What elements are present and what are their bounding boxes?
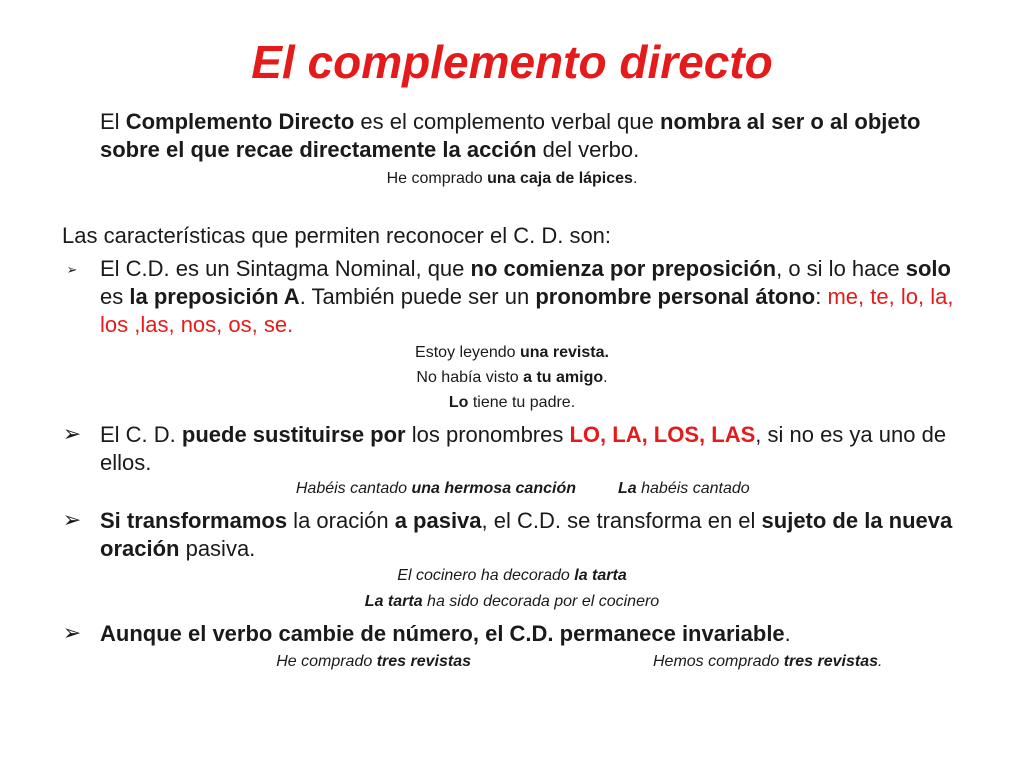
text: He comprado: [386, 170, 488, 187]
pronoun-list: LO, LA, LOS, LAS: [569, 422, 756, 447]
text: es: [100, 284, 130, 309]
text: .: [784, 621, 791, 646]
bullet-3-text: [100, 507, 970, 563]
arrow-bullet-icon: ➢: [62, 620, 82, 645]
bullet-4-text: [100, 620, 970, 648]
text: No había visto: [416, 369, 524, 386]
text: El: [100, 109, 126, 134]
text: :: [815, 284, 828, 309]
example-b1-2: [0, 367, 1024, 389]
text: del verbo.: [536, 137, 640, 162]
bold: la preposición A: [129, 284, 300, 309]
example-left: [246, 478, 576, 500]
text: . También puede ser un: [299, 284, 536, 309]
example-bold: tres revistas: [783, 653, 879, 670]
text: Hemos comprado: [653, 653, 784, 670]
arrow-bullet-icon: ➢: [62, 421, 82, 446]
text: .: [603, 369, 608, 386]
bullet-2-text: [100, 421, 970, 477]
lead-line: Las características que permiten reconocer el C. D. son:: [62, 223, 612, 248]
example-bold: La tarta: [364, 593, 423, 610]
example-right: [618, 478, 778, 500]
example-b1-1: [0, 342, 1024, 364]
example-left: [71, 651, 471, 673]
text: habéis cantado: [636, 480, 750, 497]
example-bold: La: [618, 480, 637, 497]
bold: Aunque el verbo cambie de número, el C.D. permanece invariable: [100, 621, 785, 646]
bold: solo: [905, 256, 951, 281]
bold: puede sustituirse por: [181, 422, 406, 447]
bold: pronombre personal átono: [535, 284, 816, 309]
text: pasiva.: [179, 536, 256, 561]
example-b3-1: [0, 565, 1024, 587]
text: los pronombres: [405, 422, 570, 447]
example-bold: una caja de lápices: [487, 170, 633, 187]
example-bold: a tu amigo: [523, 369, 604, 386]
term-bold: Complemento Directo: [125, 109, 355, 134]
example-intro: [0, 168, 1024, 190]
text: tiene tu padre.: [468, 394, 576, 411]
text: Estoy leyendo: [415, 344, 520, 361]
text: la oración: [287, 508, 395, 533]
example-b1-3: [0, 392, 1024, 414]
text: He comprado: [276, 653, 377, 670]
bold: no comienza por preposición: [470, 256, 777, 281]
example-bold: Lo: [448, 394, 469, 411]
example-b2: [0, 478, 1024, 500]
text: , si no es ya uno de ellos.: [100, 422, 947, 475]
definition-paragraph: [100, 108, 970, 164]
arrow-bullet-icon: ➢: [62, 507, 82, 532]
bold: a pasiva: [394, 508, 482, 533]
example-b4: [0, 651, 1024, 673]
text: ha sido decorada por el cocinero: [422, 593, 660, 610]
example-bold: la tarta: [574, 567, 627, 584]
arrow-bullet-icon: ➢: [66, 262, 78, 277]
example-bold: tres revistas: [376, 653, 471, 670]
slide-title: El complemento directo: [251, 36, 773, 88]
text: El cocinero ha decorado: [397, 567, 575, 584]
example-right: [653, 651, 953, 673]
bullet-1-text: [100, 255, 970, 339]
text: El C.D. es un Sintagma Nominal, que: [100, 256, 471, 281]
text: .: [878, 653, 883, 670]
text: , o si lo hace: [776, 256, 906, 281]
text: es el complemento verbal que: [354, 109, 661, 134]
text: Habéis cantado: [295, 480, 412, 497]
text: , el C.D. se transforma en el: [481, 508, 762, 533]
bold: sujeto de la nueva oración: [100, 508, 953, 561]
text: .: [632, 170, 638, 187]
text: El C. D.: [100, 422, 182, 447]
bold: Si transformamos: [100, 508, 288, 533]
example-bold: una revista.: [520, 344, 609, 361]
example-bold: una hermosa canción: [411, 480, 576, 497]
example-b3-2: [0, 591, 1024, 613]
pronoun-list: me, te, lo, la, los ,las, nos, os, se.: [100, 284, 954, 337]
definition-bold: nombra al ser o al objeto sobre el que recae directamente la acción: [100, 109, 921, 162]
